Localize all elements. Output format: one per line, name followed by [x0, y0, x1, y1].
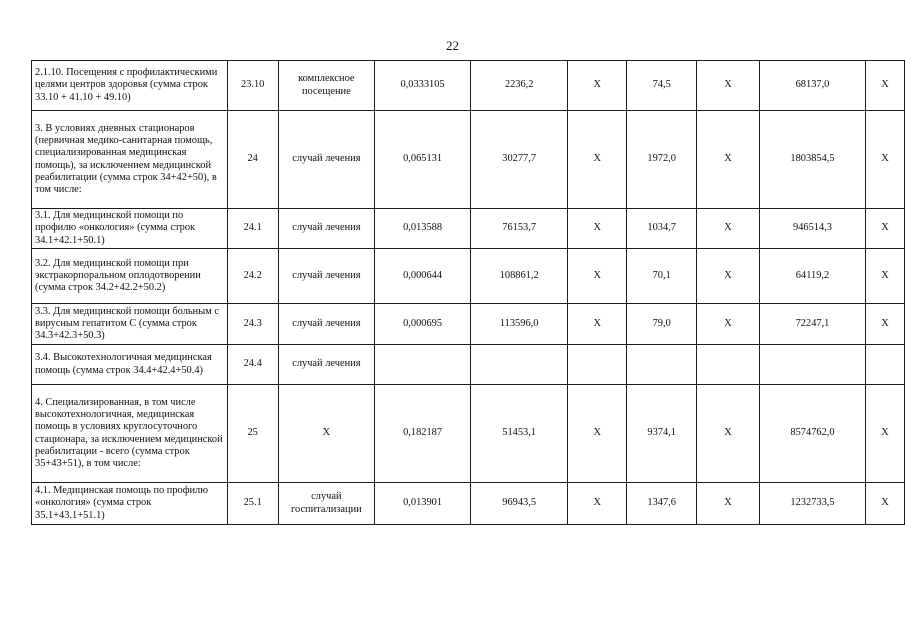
- row-code: 25.1: [227, 483, 278, 525]
- row-col7: [627, 345, 697, 385]
- row-unit: случай лечения: [278, 111, 374, 209]
- report-table: [31, 60, 905, 525]
- row-code: 23.10: [227, 61, 278, 111]
- row-col6: Х: [568, 385, 627, 483]
- row-label: 4. Специализированная, в том числе высокотехнологичная, медицинская помощь в условиях круглосуточного стационара, за исключением медицинской реабилитации - всего (сумма строк 35+43+51), в том числе:: [32, 385, 228, 483]
- row-cost: 108861,2: [471, 249, 568, 304]
- row-norm: 0,013901: [374, 483, 470, 525]
- table-row: [32, 345, 905, 385]
- row-col9: 1232733,5: [760, 483, 866, 525]
- row-col6: Х: [568, 61, 627, 111]
- row-unit: случай лечения: [278, 209, 374, 249]
- row-col6: Х: [568, 483, 627, 525]
- row-label: 3.3. Для медицинской помощи больным с вирусным гепатитом С (сумма строк 34.3+42.3+50.3): [32, 304, 228, 345]
- row-unit: комплексное посещение: [278, 61, 374, 111]
- table-row: [32, 209, 905, 249]
- row-unit: Х: [278, 385, 374, 483]
- row-col7: 74,5: [627, 61, 697, 111]
- row-col7: 79,0: [627, 304, 697, 345]
- row-col7: 9374,1: [627, 385, 697, 483]
- row-unit: случай лечения: [278, 304, 374, 345]
- row-norm: 0,0333105: [374, 61, 470, 111]
- table-row: [32, 483, 905, 525]
- row-col8: Х: [697, 304, 760, 345]
- row-col7: 70,1: [627, 249, 697, 304]
- row-col10: Х: [865, 249, 904, 304]
- row-col9: [760, 345, 866, 385]
- row-col7: 1034,7: [627, 209, 697, 249]
- row-code: 25: [227, 385, 278, 483]
- row-col6: Х: [568, 209, 627, 249]
- row-cost: 76153,7: [471, 209, 568, 249]
- row-col8: Х: [697, 385, 760, 483]
- row-col9: 68137,0: [760, 61, 866, 111]
- row-norm: 0,013588: [374, 209, 470, 249]
- row-col6: Х: [568, 249, 627, 304]
- row-cost: 96943,5: [471, 483, 568, 525]
- row-label: 3.4. Высокотехнологичная медицинская помощь (сумма строк 34.4+42.4+50.4): [32, 345, 228, 385]
- row-col6: Х: [568, 304, 627, 345]
- row-col10: Х: [865, 385, 904, 483]
- row-label: 2.1.10. Посещения с профилактическими целями центров здоровья (сумма строк 33.10 + 41.10 + 49.10): [32, 61, 228, 111]
- row-col9: 946514,3: [760, 209, 866, 249]
- row-label: 4.1. Медицинская помощь по профилю «онкология» (сумма строк 35.1+43.1+51.1): [32, 483, 228, 525]
- row-norm: 0,182187: [374, 385, 470, 483]
- row-label: 3.2. Для медицинской помощи при экстракорпоральном оплодотворении (сумма строк 34.2+42.2+50.2): [32, 249, 228, 304]
- row-col10: Х: [865, 61, 904, 111]
- row-cost: 51453,1: [471, 385, 568, 483]
- row-col10: Х: [865, 483, 904, 525]
- row-unit: случай госпитализации: [278, 483, 374, 525]
- row-col10: Х: [865, 111, 904, 209]
- row-cost: 30277,7: [471, 111, 568, 209]
- row-col8: Х: [697, 61, 760, 111]
- row-code: 24.3: [227, 304, 278, 345]
- row-col8: Х: [697, 209, 760, 249]
- row-code: 24.1: [227, 209, 278, 249]
- row-col7: 1347,6: [627, 483, 697, 525]
- row-cost: [471, 345, 568, 385]
- row-col9: 8574762,0: [760, 385, 866, 483]
- row-col8: Х: [697, 111, 760, 209]
- row-col9: 1803854,5: [760, 111, 866, 209]
- row-norm: 0,065131: [374, 111, 470, 209]
- row-col6: Х: [568, 111, 627, 209]
- row-col6: [568, 345, 627, 385]
- row-col8: [697, 345, 760, 385]
- row-unit: случай лечения: [278, 345, 374, 385]
- row-col9: 64119,2: [760, 249, 866, 304]
- row-col8: Х: [697, 249, 760, 304]
- row-col9: 72247,1: [760, 304, 866, 345]
- table-row: [32, 249, 905, 304]
- row-col10: [865, 345, 904, 385]
- table-row: [32, 304, 905, 345]
- row-cost: 2236,2: [471, 61, 568, 111]
- row-col10: Х: [865, 209, 904, 249]
- table-row: [32, 111, 905, 209]
- row-col7: 1972,0: [627, 111, 697, 209]
- row-col8: Х: [697, 483, 760, 525]
- row-cost: 113596,0: [471, 304, 568, 345]
- row-code: 24: [227, 111, 278, 209]
- page-number: 22: [446, 38, 459, 53]
- row-code: 24.4: [227, 345, 278, 385]
- row-norm: 0,000644: [374, 249, 470, 304]
- row-norm: 0,000695: [374, 304, 470, 345]
- row-code: 24.2: [227, 249, 278, 304]
- table-row: [32, 61, 905, 111]
- row-unit: случай лечения: [278, 249, 374, 304]
- row-col10: Х: [865, 304, 904, 345]
- row-label: 3.1. Для медицинской помощи по профилю «онкология» (сумма строк 34.1+42.1+50.1): [32, 209, 228, 249]
- table-row: [32, 385, 905, 483]
- row-label: 3. В условиях дневных стационаров (первичная медико-санитарная помощь, специализированная медицинская помощь), за исключением медицинской реабилитации (сумма строк 34+42+50), в том числе:: [32, 111, 228, 209]
- row-norm: [374, 345, 470, 385]
